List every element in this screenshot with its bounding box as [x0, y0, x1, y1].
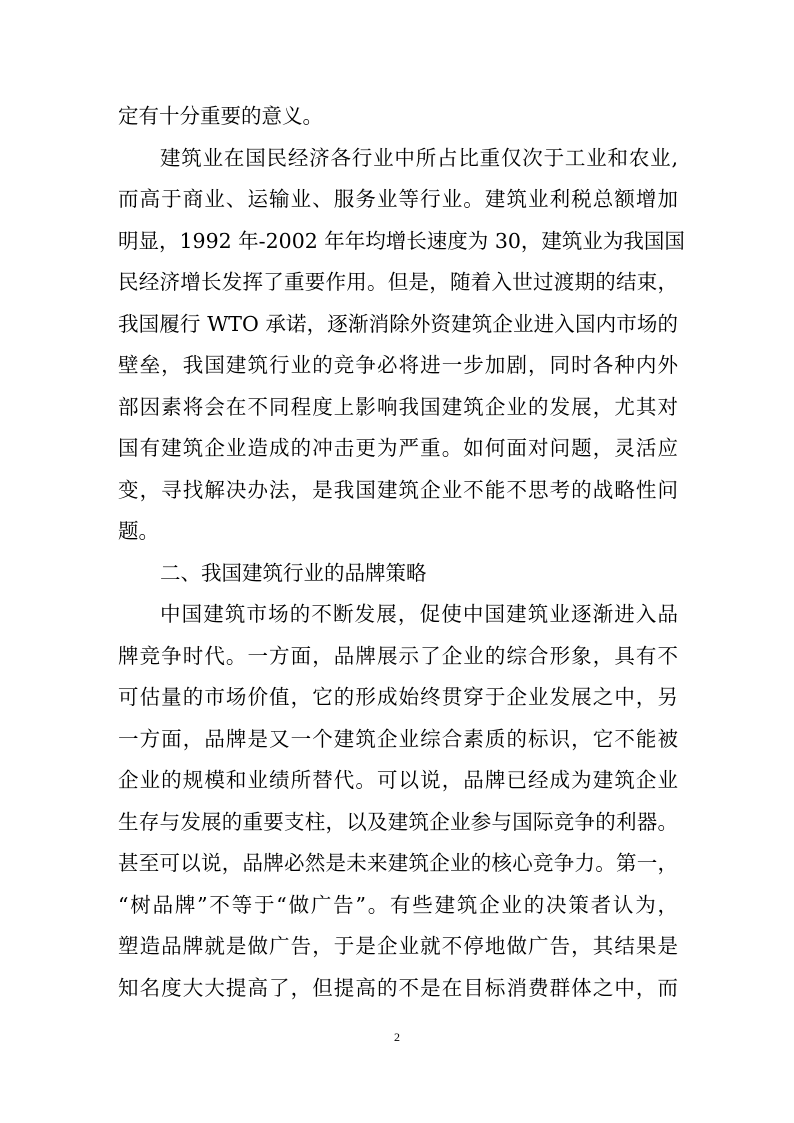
- paragraph-line: 我国履行 WTO 承诺，逐渐消除外资建筑企业进入国内市场的: [118, 311, 678, 336]
- page-number: 2: [394, 1030, 400, 1044]
- paragraph-line: 而高于商业、运输业、服务业等行业。建筑业利税总额增加: [118, 187, 678, 211]
- paragraph-line: 定有十分重要的意义。: [118, 104, 323, 128]
- paragraph-line: 企业的规模和业绩所替代。可以说，品牌已经成为建筑企业: [118, 768, 678, 792]
- paragraph-line: 题。: [118, 519, 159, 543]
- paragraph-line: 一方面，品牌是又一个建筑企业综合素质的标识，它不能被: [118, 726, 678, 751]
- paragraph-line: 壁垒，我国建筑行业的竞争必将进一步加剧，同时各种内外: [118, 353, 678, 377]
- paragraph-line: 知名度大大提高了，但提高的不是在目标消费群体之中，而: [118, 975, 678, 1000]
- paragraph-line: 可估量的市场价值，它的形成始终贯穿于企业发展之中，另: [118, 685, 678, 709]
- paragraph-line: 变，寻找解决办法，是我国建筑企业不能不思考的战略性问: [118, 477, 678, 502]
- paragraph-line: 甚至可以说，品牌必然是未来建筑企业的核心竞争力。第一，: [118, 851, 678, 875]
- paragraph-line: 部因素将会在不同程度上影响我国建筑企业的发展，尤其对: [118, 394, 678, 419]
- paragraph-line: “树品牌”不等于“做广告”。有些建筑企业的决策者认为，: [118, 892, 678, 917]
- paragraph-line: 塑造品牌就是做广告，于是企业就不停地做广告，其结果是: [118, 934, 678, 958]
- section-heading: 二、我国建筑行业的品牌策略: [160, 560, 427, 585]
- paragraph-line: 国有建筑企业造成的冲击更为严重。如何面对问题，灵活应: [118, 436, 678, 460]
- paragraph-line: 建筑业在国民经济各行业中所占比重仅次于工业和农业,: [160, 145, 678, 170]
- paragraph-line: 生存与发展的重要支柱，以及建筑企业参与国际竞争的利器。: [118, 809, 678, 834]
- paragraph-line: 明显，1992 年-2002 年年均增长速度为 30，建筑业为我国国: [118, 228, 685, 253]
- paragraph-line: 中国建筑市场的不断发展，促使中国建筑业逐渐进入品: [160, 602, 678, 626]
- document-body: [118, 96, 685, 1009]
- paragraph-line: 民经济增长发挥了重要作用。但是，随着入世过渡期的结束，: [118, 270, 678, 294]
- paragraph-line: 牌竞争时代。一方面，品牌展示了企业的综合形象，具有不: [118, 643, 678, 668]
